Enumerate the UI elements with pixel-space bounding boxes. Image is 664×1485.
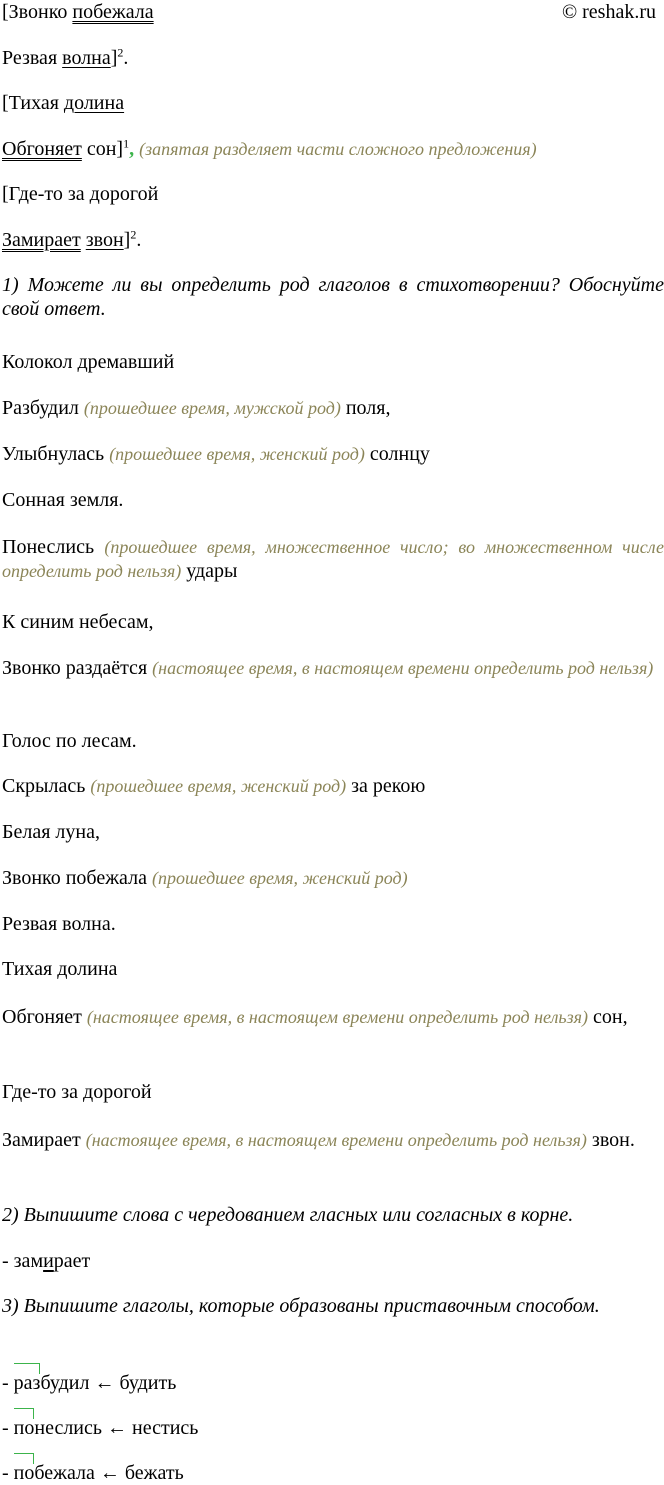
predicate: Обгоняет bbox=[2, 138, 82, 160]
text: поля, bbox=[340, 397, 391, 419]
text: удары bbox=[181, 560, 238, 582]
text: Тихая долина bbox=[2, 958, 118, 980]
answer-3-item bbox=[2, 1416, 664, 1440]
part-number: 2 bbox=[117, 45, 124, 60]
text: бежала ← бежать bbox=[34, 1462, 184, 1484]
text: неслись ← нестись bbox=[34, 1417, 199, 1439]
text: сон] bbox=[81, 138, 124, 160]
question-2: 2) Выпишите слова с чередованием гласных или согласных в корне. bbox=[2, 1204, 574, 1226]
text: [Тихая bbox=[2, 92, 64, 114]
verb: Понеслись bbox=[2, 536, 105, 558]
comment: (настоящее время, в настоящем времени определить род нельзя) bbox=[86, 1007, 589, 1027]
bracket: ] bbox=[123, 229, 131, 251]
verb: Разбудил bbox=[2, 397, 84, 419]
text: Где-то за дорогой bbox=[2, 1081, 152, 1103]
analysis-line-2 bbox=[2, 46, 664, 70]
text: - bbox=[2, 1462, 14, 1484]
text: [Звонко bbox=[2, 1, 73, 23]
punct: . bbox=[123, 47, 129, 69]
analysis-line-1 bbox=[2, 0, 664, 24]
comment: (настоящее время, в настоящем времени определить род нельзя) bbox=[85, 1130, 587, 1150]
predicate: побежала bbox=[72, 1, 154, 23]
predicate: Замирает bbox=[2, 229, 81, 251]
verb: Звонко раздаётся bbox=[2, 657, 153, 679]
text: Резвая волна. bbox=[2, 913, 116, 935]
text: солнцу bbox=[364, 443, 430, 465]
text: рает bbox=[53, 1250, 91, 1272]
text: сон, bbox=[588, 1006, 628, 1028]
answer-3-item bbox=[2, 1461, 664, 1485]
text: [Где-то за дорогой bbox=[2, 183, 159, 205]
poem-line bbox=[2, 442, 664, 466]
poem-line bbox=[2, 729, 664, 753]
verb: Скрылась bbox=[2, 775, 91, 797]
text: звон. bbox=[586, 1129, 635, 1151]
verb: Обгоняет bbox=[2, 1006, 87, 1028]
text: - bbox=[2, 1417, 14, 1439]
poem-line bbox=[2, 535, 664, 583]
text: Белая луна, bbox=[2, 821, 100, 843]
analysis-line-5 bbox=[2, 182, 664, 206]
comment: (запятая разделяет части сложного предложения) bbox=[139, 139, 537, 159]
prefix: раз bbox=[13, 1372, 41, 1394]
text: будил ← будить bbox=[40, 1372, 177, 1394]
answer-3-item bbox=[2, 1371, 664, 1395]
answer-2 bbox=[2, 1249, 664, 1273]
comment: (прошедшее время, женский род) bbox=[90, 776, 347, 796]
subject: волна bbox=[62, 47, 111, 69]
question-1: 1) Можете ли вы определить род глаголов в стихотворении? Обоснуйте свой ответ. bbox=[2, 274, 664, 320]
poem-line bbox=[2, 912, 664, 936]
text: Сонная земля. bbox=[2, 489, 124, 511]
poem-line bbox=[2, 396, 664, 420]
poem-line bbox=[2, 957, 664, 981]
comment: (настоящее время, в настоящем времени определить род нельзя) bbox=[152, 658, 654, 678]
comment: (прошедшее время, женский род) bbox=[151, 868, 408, 888]
poem-line bbox=[2, 774, 664, 798]
poem-line bbox=[2, 488, 664, 512]
text: - bbox=[2, 1372, 14, 1394]
poem-line bbox=[2, 656, 664, 680]
bracket: ] bbox=[110, 47, 118, 69]
comma-mark: , bbox=[129, 138, 135, 160]
text: - зам bbox=[2, 1250, 44, 1272]
prefix: по bbox=[13, 1417, 35, 1439]
punct: . bbox=[136, 229, 142, 251]
question-3: 3) Выпишите глаголы, которые образованы приставочным способом. bbox=[2, 1295, 600, 1317]
text: Голос по лесам. bbox=[2, 730, 137, 752]
subject: звон bbox=[85, 229, 124, 251]
comment: (прошедшее время, женский род) bbox=[109, 444, 365, 464]
watermark: © reshak.ru bbox=[561, 1, 656, 23]
analysis-line-4 bbox=[2, 137, 664, 161]
part-number: 2 bbox=[130, 227, 137, 242]
poem-line bbox=[2, 1005, 664, 1029]
text: за рекою bbox=[346, 775, 426, 797]
prefix: по bbox=[13, 1462, 35, 1484]
text: Колокол дремавший bbox=[2, 351, 175, 373]
verb: Звонко побежала bbox=[2, 867, 152, 889]
analysis-line-3 bbox=[2, 91, 664, 115]
text: К синим небесам, bbox=[2, 611, 154, 633]
verb: Улыбнулась bbox=[2, 443, 110, 465]
poem-line bbox=[2, 866, 664, 890]
analysis-line-6 bbox=[2, 228, 664, 252]
text: Резвая bbox=[2, 47, 63, 69]
verb: Замирает bbox=[2, 1129, 86, 1151]
poem-line bbox=[2, 350, 664, 374]
comment: (прошедшее время, множественное число; во множественном числе определить род нельзя) bbox=[2, 537, 664, 581]
part-number: 1 bbox=[123, 136, 130, 151]
poem-line bbox=[2, 1080, 664, 1104]
subject: долина bbox=[63, 92, 125, 114]
poem-line bbox=[2, 610, 664, 634]
comment: (прошедшее время, мужской род) bbox=[83, 398, 341, 418]
poem-line bbox=[2, 820, 664, 844]
alternation-letter: и bbox=[43, 1250, 54, 1272]
poem-line bbox=[2, 1128, 664, 1152]
